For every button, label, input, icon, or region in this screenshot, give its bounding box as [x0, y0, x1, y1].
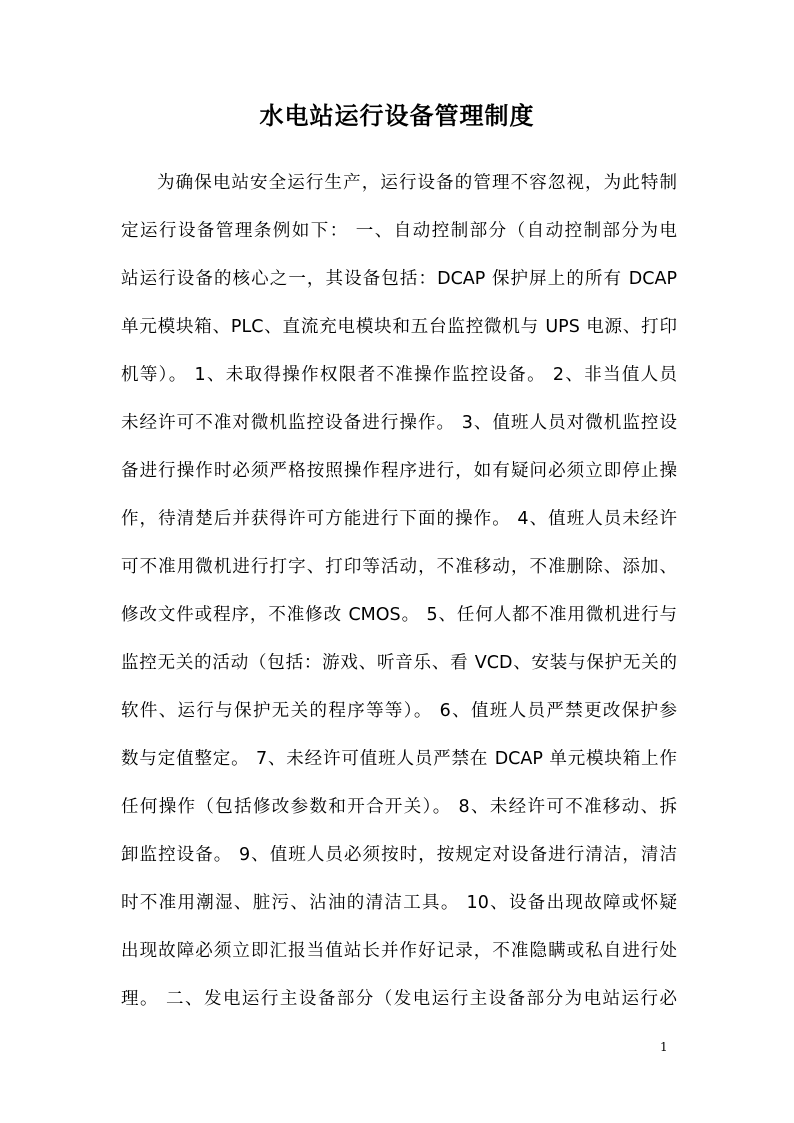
body-line: 修改文件或程序，不准修改 CMOS。 5、任何人都不准用微机进行与: [121, 605, 677, 625]
body-line: 备进行操作时必须严格按照操作程序进行，如有疑问必须立即停止操: [121, 461, 677, 481]
body-line: 站运行设备的核心之一，其设备包括：DCAP 保护屏上的所有 DCAP: [121, 269, 677, 289]
body-line: 数与定值整定。 7、未经许可值班人员严禁在 DCAP 单元模块箱上作: [121, 749, 677, 769]
document-body: [121, 166, 677, 1030]
body-line: 软件、运行与保护无关的程序等等）。 6、值班人员严禁更改保护参: [121, 701, 677, 721]
body-line: 作，待清楚后并获得许可方能进行下面的操作。 4、值班人员未经许: [121, 509, 677, 529]
document-title: 水电站运行设备管理制度: [259, 101, 535, 130]
body-line: 为确保电站安全运行生产，运行设备的管理不容忽视，为此特制: [157, 173, 677, 193]
body-line: 任何操作（包括修改参数和开合开关）。 8、未经许可不准移动、拆: [121, 797, 677, 817]
body-line: 可不准用微机进行打字、打印等活动，不准移动，不准删除、添加、: [121, 557, 677, 577]
body-line: 监控无关的活动（包括：游戏、听音乐、看 VCD、安装与保护无关的: [121, 653, 677, 673]
body-line: 定运行设备管理条例如下： 一、自动控制部分（自动控制部分为电: [121, 221, 677, 241]
body-line: 卸监控设备。 9、值班人员必须按时，按规定对设备进行清洁，清洁: [121, 845, 677, 865]
body-line: 出现故障必须立即汇报当值站长并作好记录，不准隐瞒或私自进行处: [121, 941, 677, 961]
body-line: 时不准用潮湿、脏污、沾油的清洁工具。 10、设备出现故障或怀疑: [121, 893, 677, 913]
body-line: 单元模块箱、PLC、直流充电模块和五台监控微机与 UPS 电源、打印: [121, 317, 677, 337]
page-number: 1: [660, 1040, 668, 1054]
body-line: 理。 二、发电运行主设备部分（发电运行主设备部分为电站运行必: [121, 989, 677, 1009]
body-line: 未经许可不准对微机监控设备进行操作。 3、值班人员对微机监控设: [121, 413, 677, 433]
body-line: 机等）。 1、未取得操作权限者不准操作监控设备。 2、非当值人员: [121, 365, 677, 385]
